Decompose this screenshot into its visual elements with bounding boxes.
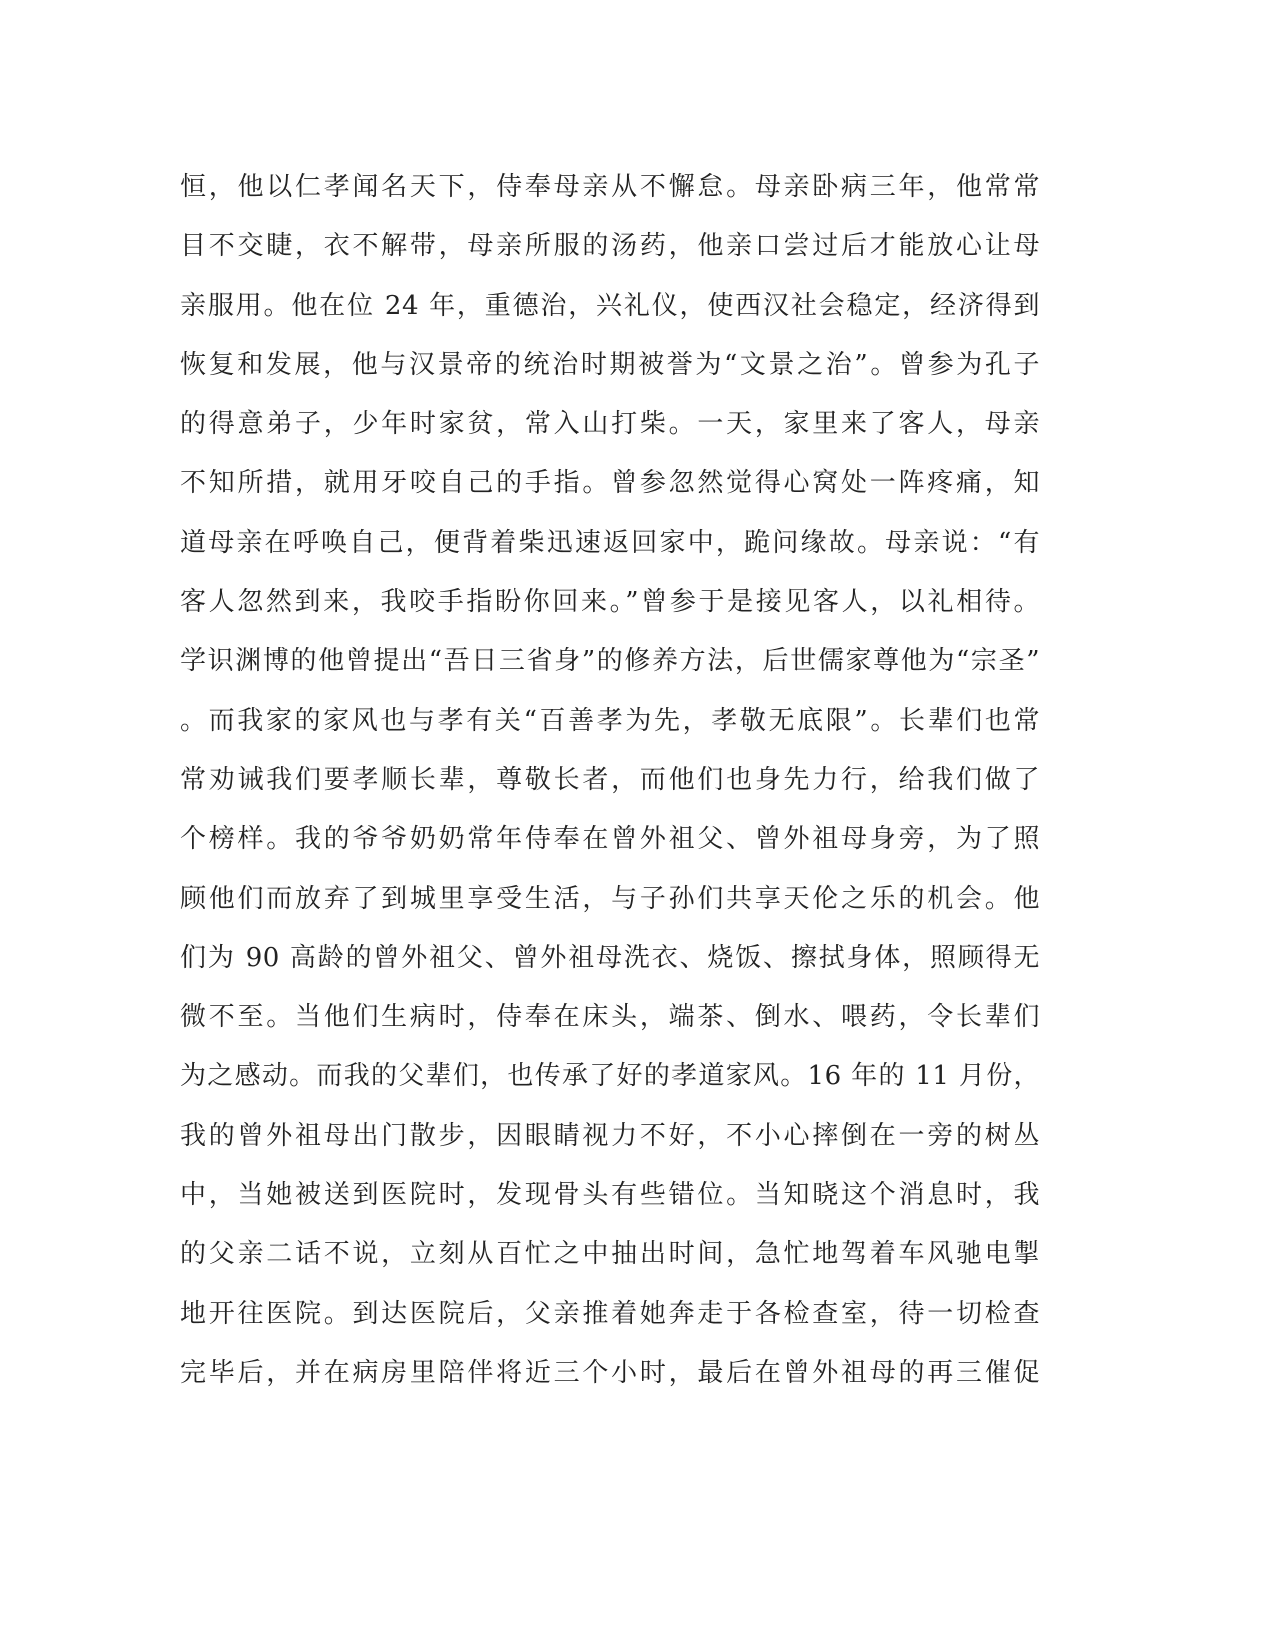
text-line: 道母亲在呼唤自己，便背着柴迅速返回家中，跪问缘故。母亲说：“有	[180, 527, 1040, 558]
body-paragraph	[180, 158, 1040, 1403]
text-line: 客人忽然到来，我咬手指盼你回来。”曾参于是接见客人，以礼相待。	[180, 587, 1040, 618]
text-line: 不知所措，就用牙咬自己的手指。曾参忽然觉得心窝处一阵疼痛，知	[180, 468, 1040, 499]
text-line: 完毕后，并在病房里陪伴将近三个小时，最后在曾外祖母的再三催促	[180, 1357, 1040, 1388]
text-line: 中，当她被送到医院时，发现骨头有些错位。当知晓这个消息时，我	[180, 1180, 1040, 1211]
text-line: 亲服用。他在位 24 年，重德治，兴礼仪，使西汉社会稳定，经济得到	[180, 290, 1040, 321]
text-line: 个榜样。我的爷爷奶奶常年侍奉在曾外祖父、曾外祖母身旁，为了照	[180, 824, 1040, 855]
text-line: 地开往医院。到达医院后，父亲推着她奔走于各检查室，待一切检查	[180, 1298, 1040, 1329]
text-line: 的父亲二话不说，立刻从百忙之中抽出时间，急忙地驾着车风驰电掣	[180, 1239, 1040, 1270]
text-line: 恒，他以仁孝闻名天下，侍奉母亲从不懈怠。母亲卧病三年，他常常	[180, 172, 1040, 202]
text-line: 学识渊博的他曾提出“吾日三省身”的修养方法，后世儒家尊他为“宗圣”	[180, 646, 1040, 677]
text-line: 顾他们而放弃了到城里享受生活，与子孙们共享天伦之乐的机会。他	[180, 883, 1040, 914]
text-line: 们为 90 高龄的曾外祖父、曾外祖母洗衣、烧饭、擦拭身体，照顾得无	[180, 942, 1040, 973]
text-line: 。而我家的家风也与孝有关“百善孝为先，孝敬无底限”。长辈们也常	[180, 705, 1040, 736]
text-line: 恢复和发展，他与汉景帝的统治时期被誉为“文景之治”。曾参为孔子	[180, 349, 1040, 380]
text-line: 微不至。当他们生病时，侍奉在床头，端茶、倒水、喂药，令长辈们	[180, 1002, 1040, 1033]
text-line: 的得意弟子，少年时家贫，常入山打柴。一天，家里来了客人，母亲	[180, 409, 1040, 440]
text-line: 我的曾外祖母出门散步，因眼睛视力不好，不小心摔倒在一旁的树丛	[180, 1120, 1040, 1151]
text-line: 目不交睫，衣不解带，母亲所服的汤药，他亲口尝过后才能放心让母	[180, 231, 1040, 262]
text-line: 常劝诫我们要孝顺长辈，尊敬长者，而他们也身先力行，给我们做了	[180, 764, 1040, 795]
text-line: 为之感动。而我的父辈们，也传承了好的孝道家风。16 年的 11 月份，	[180, 1061, 1040, 1092]
